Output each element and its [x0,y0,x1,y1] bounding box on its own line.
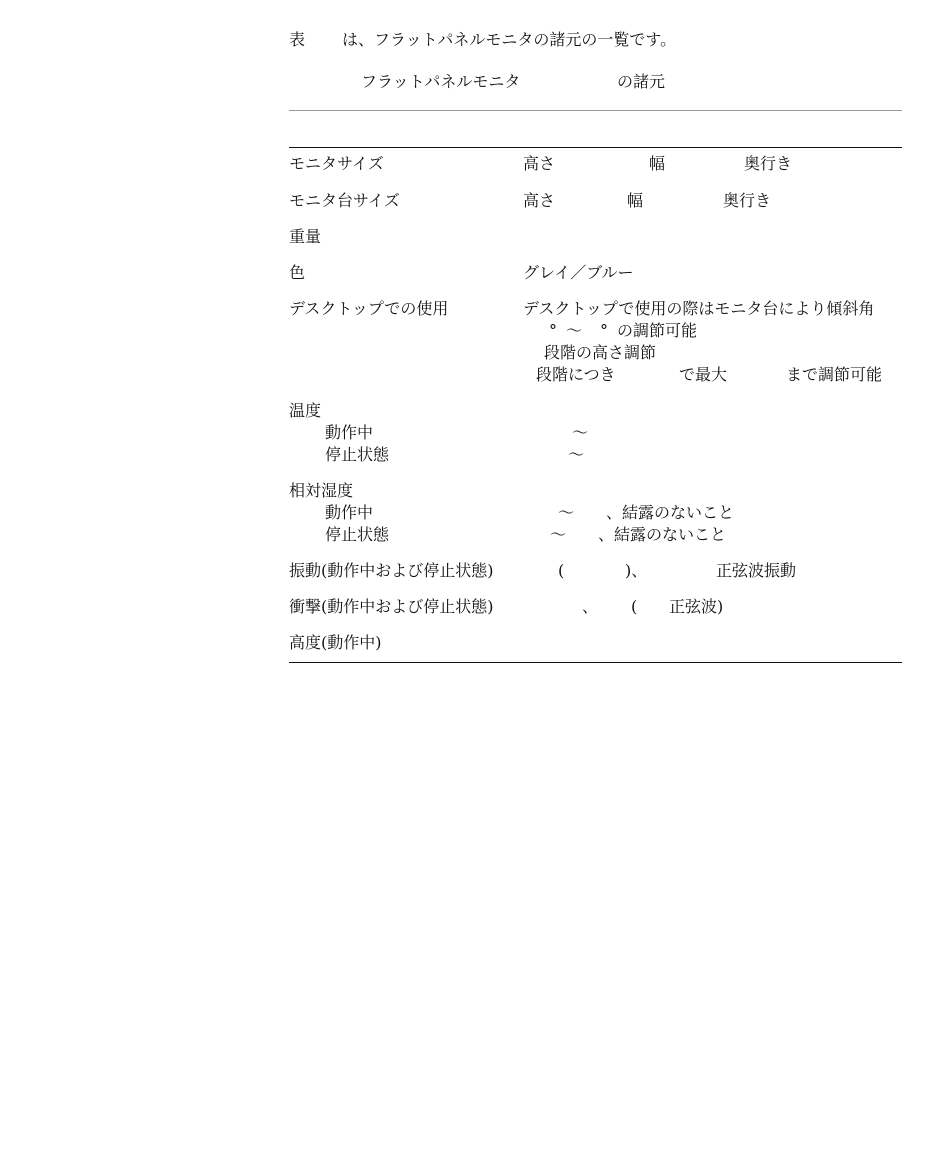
temperature-label: 温度 [289,401,322,420]
stand-size-label: モニタ台サイズ [289,191,400,210]
monitor-size-depth: 奥行き [744,154,793,173]
table-caption-suffix: の諸元 [617,72,666,91]
desktop-use-line4-b: で最大 [679,365,728,384]
temperature-operating-label: 動作中 [325,423,374,442]
intro-table-word: 表 [289,30,306,49]
temperature-operating-tilde: 〜 [572,423,589,442]
intro-sentence: は、フラットパネルモニタの諸元の一覧です。 [342,30,677,49]
desktop-use-line2: の調節可能 [617,321,698,340]
humidity-stopped-tilde: 〜 [550,525,567,544]
desktop-use-line1: デスクトップで使用の際はモニタ台により傾斜角 [523,299,875,318]
shock-label: 衝撃(動作中および停止状態) [289,597,494,616]
shock-paren-open: ( [631,597,638,616]
desktop-use-degree-1: ° [549,321,557,340]
shock-comma: 、 [582,597,599,616]
humidity-operating-note: 、結露のないこと [606,503,735,522]
humidity-operating-tilde: 〜 [558,503,575,522]
desktop-use-line3: 段階の高さ調節 [544,343,657,362]
vibration-paren-close: )、 [625,561,648,580]
humidity-stopped-label: 停止状態 [325,525,390,544]
monitor-size-width: 幅 [649,154,666,173]
weight-label: 重量 [289,227,322,246]
desktop-use-degree-2: ° [600,321,608,340]
table-bottom-rule [289,662,902,663]
vibration-value: 正弦波振動 [716,561,797,580]
temperature-stopped-tilde: 〜 [568,445,585,464]
color-label: 色 [289,263,306,282]
stand-size-depth: 奥行き [723,191,772,210]
altitude-label: 高度(動作中) [289,633,382,652]
monitor-size-label: モニタサイズ [289,154,384,173]
desktop-use-label: デスクトップでの使用 [289,299,449,318]
humidity-stopped-note: 、結露のないこと [598,525,727,544]
stand-size-width: 幅 [627,191,644,210]
stand-size-height: 高さ [523,191,556,210]
table-top-rule [289,147,902,148]
humidity-operating-label: 動作中 [325,503,374,522]
vibration-paren-open: ( [558,561,565,580]
desktop-use-tilde: 〜 [566,321,583,340]
temperature-stopped-label: 停止状態 [325,445,390,464]
monitor-size-height: 高さ [523,154,556,173]
table-caption: フラットパネルモニタ [361,72,521,91]
caption-divider [289,110,902,111]
humidity-label: 相対湿度 [289,481,354,500]
vibration-label: 振動(動作中および停止状態) [289,561,494,580]
desktop-use-line4-c: まで調節可能 [786,365,883,384]
shock-value: 正弦波) [669,597,724,616]
desktop-use-line4-a: 段階につき [536,365,616,384]
color-value: グレイ／ブルー [523,263,634,282]
